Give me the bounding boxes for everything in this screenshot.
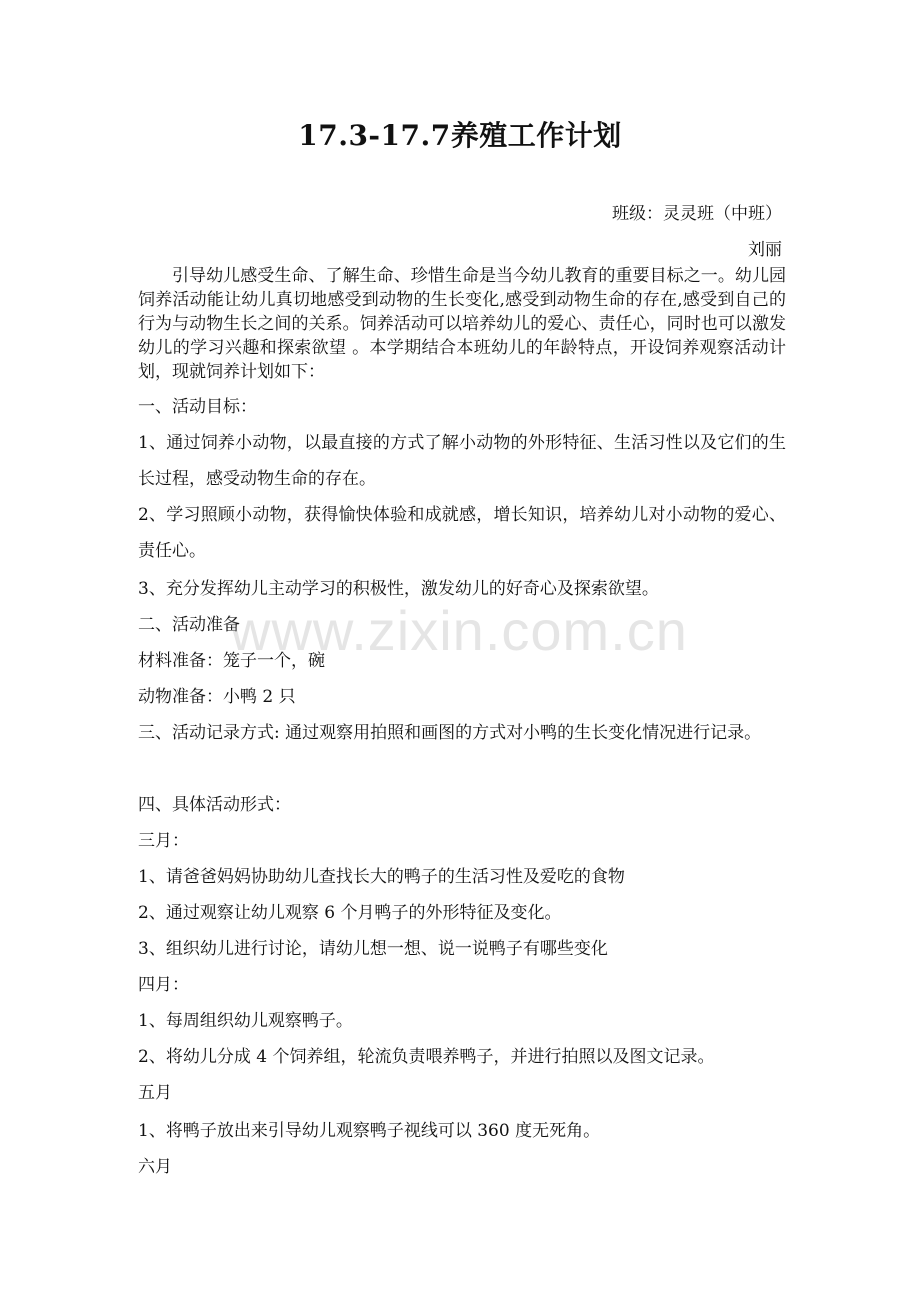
month-march-heading: 三月： [138,831,189,851]
goal-item-2: 2、学习照顾小动物，获得愉快体验和成就感，增长知识，培养幼儿对小动物的爱心、责任心。 [138,505,786,561]
section-heading-preparation: 二、活动准备 [138,615,240,635]
march-item-1: 1、请爸爸妈妈协助幼儿查找长大的鸭子的生活习性及爱吃的食物 [138,867,625,887]
month-may-heading: 五月 [138,1083,172,1103]
goal-item-3: 3、充分发挥幼儿主动学习的积极性，激发幼儿的好奇心及探索欲望。 [138,579,659,599]
april-item-2: 2、将幼儿分成 4 个饲养组，轮流负责喂养鸭子，并进行拍照以及图文记录。 [138,1047,715,1067]
intro-paragraph: 引导幼儿感受生命、了解生命、珍惜生命是当今幼儿教育的重要目标之一。幼儿园饲养活动能让幼儿真切地感受到动物的生长变化,感受到动物生命的存在,感受到自己的行为与动物生长之间的关系。饲养活动可以培养幼儿的爱心、责任心，同时也可以激发幼儿的学习兴趣和探索欲望 。本学期结合本班幼儿的年龄特点，开设饲养观察活动计划，现就饲养计划如下： [138,266,786,382]
watermark: www.zixin.com.cn [230,599,688,662]
march-item-2: 2、通过观察让幼儿观察 6 个月鸭子的外形特征及变化。 [138,903,562,923]
may-item-1: 1、将鸭子放出来引导幼儿观察鸭子视线可以 360 度无死角。 [138,1121,601,1141]
materials-line: 材料准备：笼子一个，碗 [138,651,325,671]
author-name: 刘丽 [748,240,782,260]
section-heading-goals: 一、活动目标： [138,397,257,417]
month-april-heading: 四月： [138,975,189,995]
animals-line: 动物准备：小鸭 2 只 [138,687,296,707]
section-heading-activities: 四、具体活动形式： [138,795,291,815]
month-june-heading: 六月 [138,1157,172,1177]
class-line: 班级：灵灵班（中班） [612,204,782,224]
march-item-3: 3、组织幼儿进行讨论，请幼儿想一想、说一说鸭子有哪些变化 [138,939,608,959]
document-title: 17.3-17.7养殖工作计划 [298,119,622,152]
goal-item-1: 1、通过饲养小动物，以最直接的方式了解小动物的外形特征、生活习性以及它们的生长过程，感受动物生命的存在。 [138,433,786,489]
section-record-method: 三、活动记录方式: 通过观察用拍照和画图的方式对小鸭的生长变化情况进行记录。 [138,723,762,743]
april-item-1: 1、每周组织幼儿观察鸭子。 [138,1011,353,1031]
